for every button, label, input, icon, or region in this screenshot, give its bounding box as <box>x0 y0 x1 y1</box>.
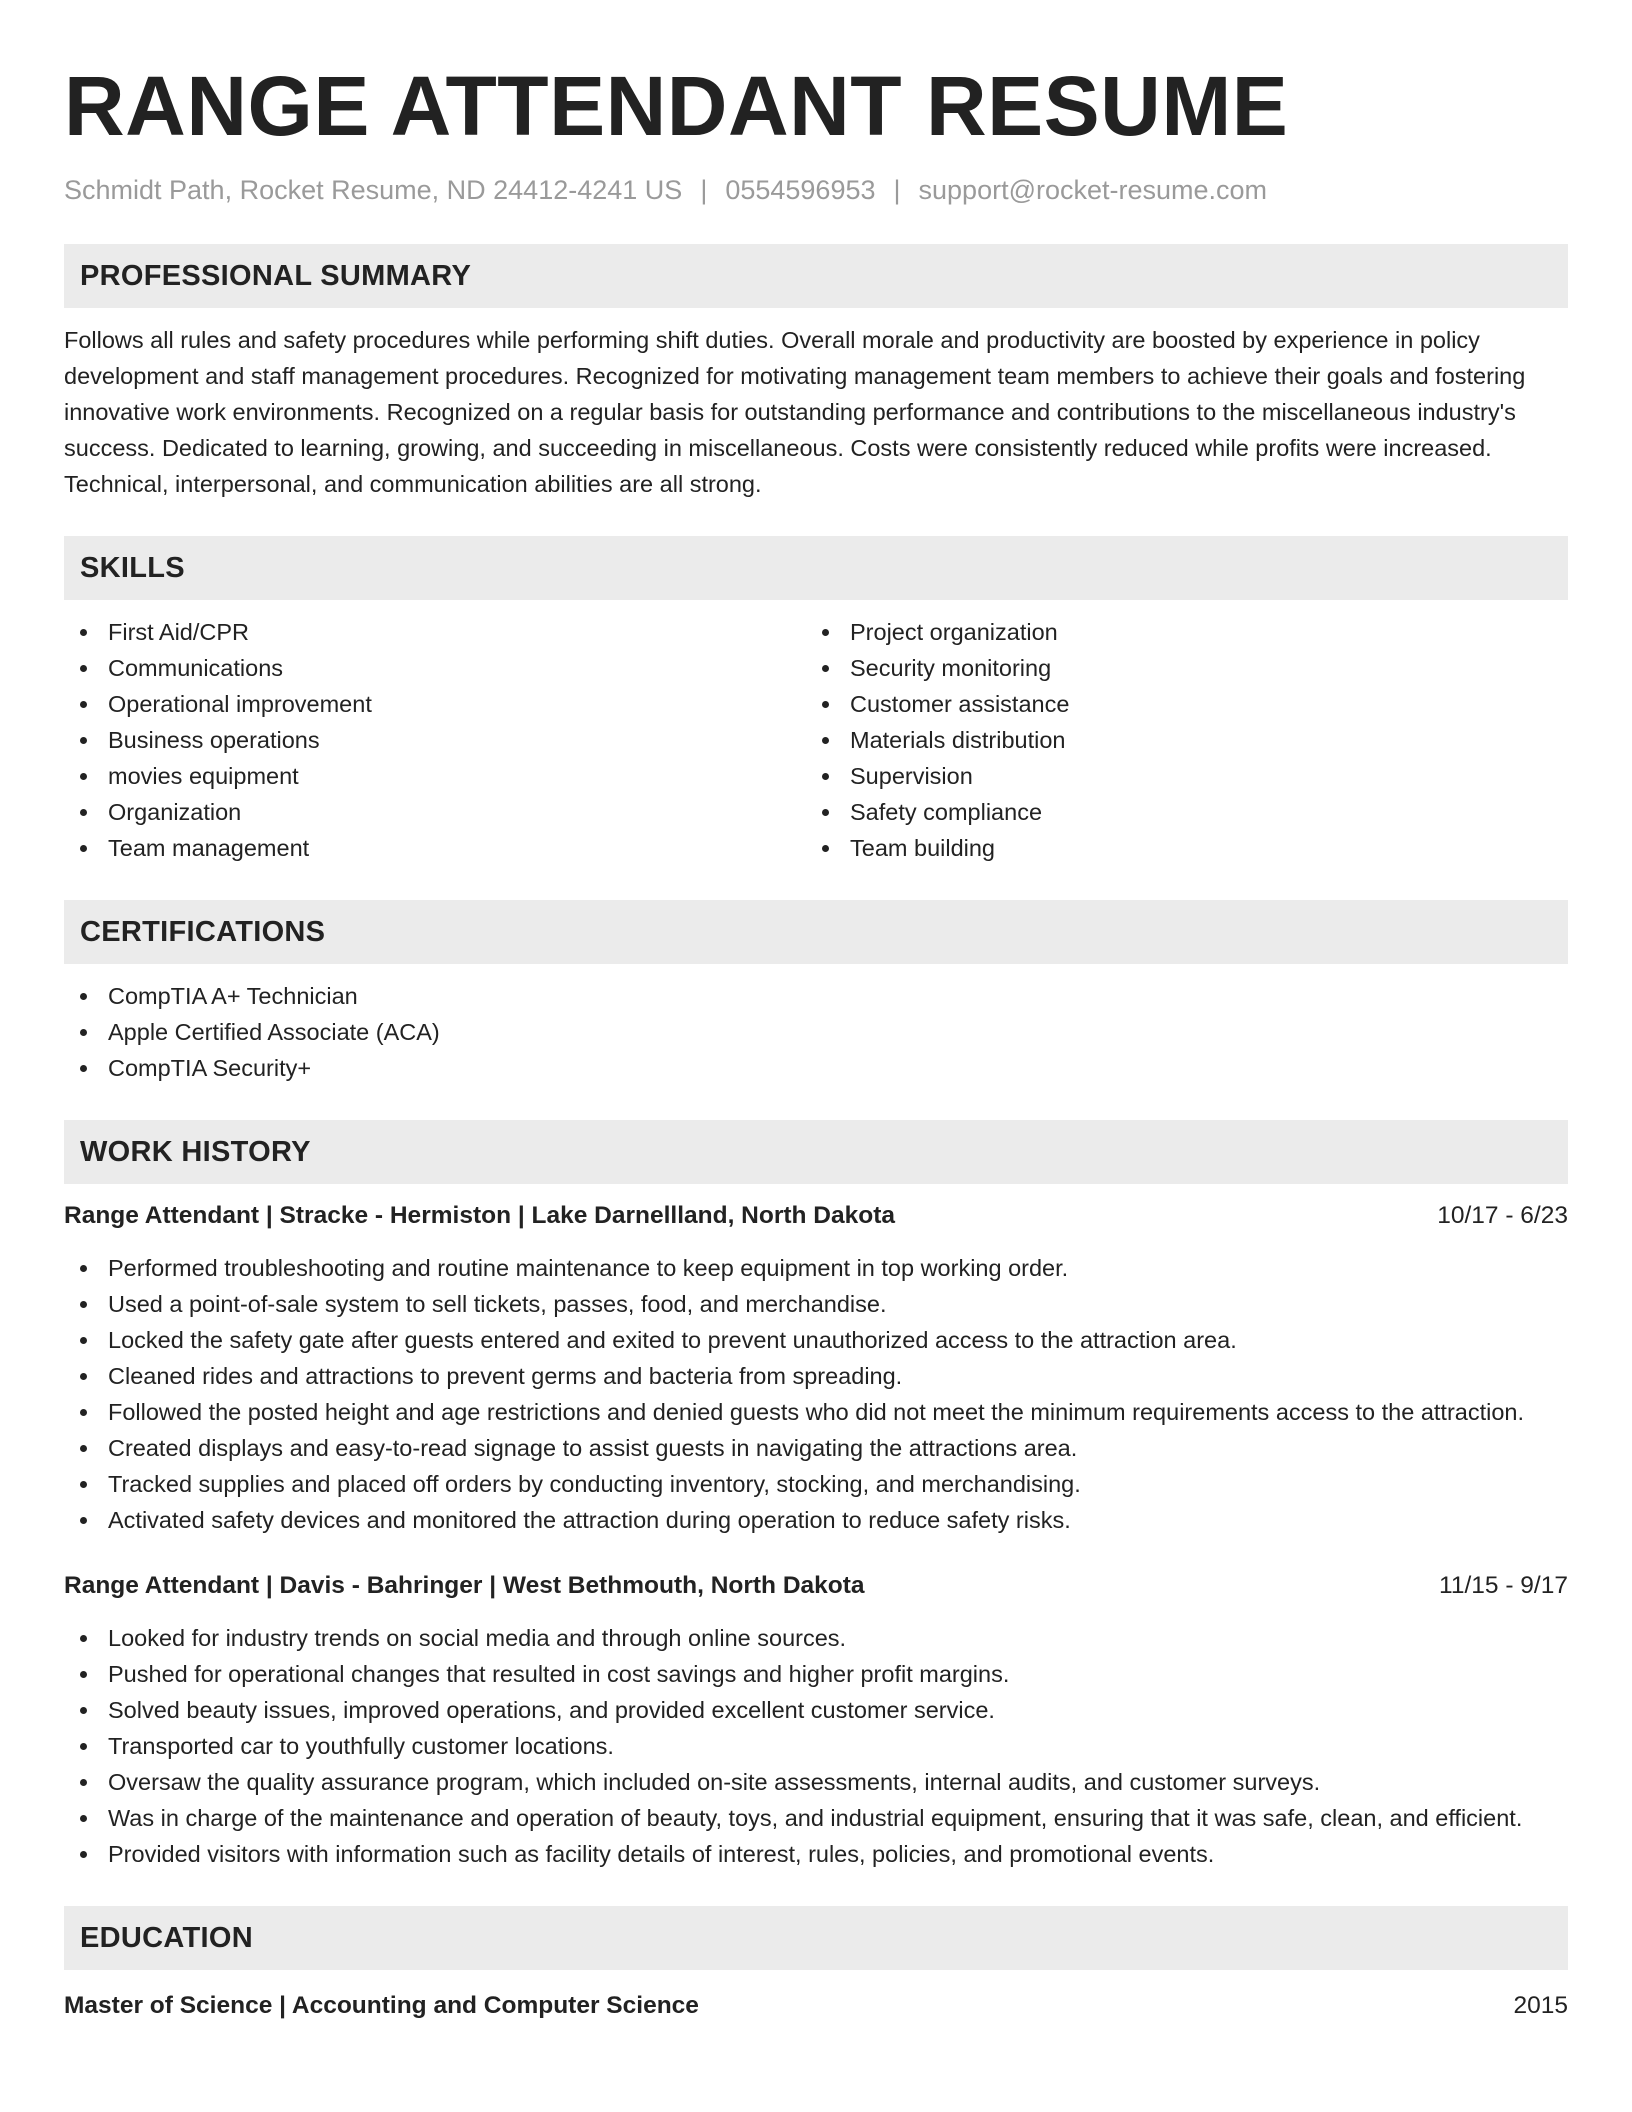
job-duty: Followed the posted height and age restrictions and denied guests who did not meet the minimum requirements access to the attraction. <box>64 1394 1568 1430</box>
contact-phone: 0554596953 <box>725 175 876 205</box>
education-degree: Master of Science | Accounting and Computer Science <box>64 1992 699 2019</box>
job-title: Range Attendant | Stracke - Hermiston | Lake Darnellland, North Dakota <box>64 1202 896 1229</box>
skill-item: Team management <box>64 830 806 866</box>
skill-item: Safety compliance <box>806 794 1548 830</box>
contact-line <box>64 170 1568 210</box>
skill-item: Project organization <box>806 614 1548 650</box>
skill-item: Customer assistance <box>806 686 1548 722</box>
job-title: Range Attendant | Davis - Bahringer | West Bethmouth, North Dakota <box>64 1572 865 1599</box>
job-duty: Activated safety devices and monitored the attraction during operation to reduce safety risks. <box>64 1502 1568 1538</box>
education-heading: EDUCATION <box>64 1906 1568 1970</box>
work-history-section <box>64 1120 1568 1872</box>
skill-item: Supervision <box>806 758 1548 794</box>
skills-grid <box>64 614 1568 866</box>
job-entry <box>64 1568 1568 1872</box>
skill-item: Communications <box>64 650 806 686</box>
job-duty: Provided visitors with information such as facility details of interest, rules, policies, and promotional events. <box>64 1836 1568 1872</box>
job-entry <box>64 1198 1568 1538</box>
summary-section <box>64 244 1568 502</box>
job-duty: Used a point-of-sale system to sell tickets, passes, food, and merchandise. <box>64 1286 1568 1322</box>
job-header <box>64 1198 1568 1234</box>
job-duty: Performed troubleshooting and routine maintenance to keep equipment in top working order. <box>64 1250 1568 1286</box>
skill-item: Team building <box>806 830 1548 866</box>
work-history-heading: WORK HISTORY <box>64 1120 1568 1184</box>
certification-item: CompTIA Security+ <box>64 1050 1568 1086</box>
resume-title: RANGE ATTENDANT RESUME <box>64 59 1289 153</box>
certification-item: CompTIA A+ Technician <box>64 978 1568 1014</box>
contact-separator: | <box>700 175 708 205</box>
job-duty: Was in charge of the maintenance and operation of beauty, toys, and industrial equipment, ensuring that it was safe, clean, and efficient. <box>64 1800 1568 1836</box>
skill-item: Business operations <box>64 722 806 758</box>
job-header <box>64 1568 1568 1604</box>
job-dates: 11/15 - 9/17 <box>1439 1572 1568 1599</box>
skill-item: movies equipment <box>64 758 806 794</box>
education-section <box>64 1906 1568 2024</box>
job-duty: Oversaw the quality assurance program, which included on-site assessments, internal audits, and customer surveys. <box>64 1764 1568 1800</box>
job-duty: Tracked supplies and placed off orders by conducting inventory, stocking, and merchandising. <box>64 1466 1568 1502</box>
contact-separator: | <box>893 175 901 205</box>
skills-list-left <box>64 614 806 866</box>
education-year: 2015 <box>1513 1992 1568 2019</box>
contact-address: Schmidt Path, Rocket Resume, ND 24412-4241 US <box>64 175 683 205</box>
summary-heading: PROFESSIONAL SUMMARY <box>64 244 1568 308</box>
job-duties-list <box>64 1620 1568 1872</box>
skill-item: Security monitoring <box>806 650 1548 686</box>
job-duties-list <box>64 1250 1568 1538</box>
job-duty: Locked the safety gate after guests entered and exited to prevent unauthorized access to the attraction area. <box>64 1322 1568 1358</box>
certification-item: Apple Certified Associate (ACA) <box>64 1014 1568 1050</box>
summary-text: Follows all rules and safety procedures while performing shift duties. Overall morale and productivity are boosted by experience in policy development and staff management procedures. Recognized for motivating management team members to achieve their goals and fostering innovative work environments. Recognized on a regular basis for outstanding performance and contributions to the miscellaneous industry's success. Dedicated to learning, growing, and succeeding in miscellaneous. Costs were consistently reduced while profits were increased. Technical, interpersonal, and communication abilities are all strong. <box>64 327 1526 497</box>
skill-item: Organization <box>64 794 806 830</box>
skills-section <box>64 536 1568 866</box>
skills-list-right <box>806 614 1548 866</box>
job-duty: Looked for industry trends on social media and through online sources. <box>64 1620 1568 1656</box>
job-duty: Solved beauty issues, improved operations, and provided excellent customer service. <box>64 1692 1568 1728</box>
job-dates: 10/17 - 6/23 <box>1437 1202 1568 1229</box>
job-duty: Cleaned rides and attractions to prevent germs and bacteria from spreading. <box>64 1358 1568 1394</box>
certifications-section <box>64 900 1568 1086</box>
skill-item: Materials distribution <box>806 722 1548 758</box>
job-duty: Transported car to youthfully customer locations. <box>64 1728 1568 1764</box>
skill-item: First Aid/CPR <box>64 614 806 650</box>
contact-email: support@rocket-resume.com <box>918 175 1268 205</box>
job-duty: Created displays and easy-to-read signage to assist guests in navigating the attractions area. <box>64 1430 1568 1466</box>
skills-heading: SKILLS <box>64 536 1568 600</box>
skill-item: Operational improvement <box>64 686 806 722</box>
education-entry <box>64 1988 1568 2024</box>
certifications-list <box>64 978 1568 1086</box>
certifications-heading: CERTIFICATIONS <box>64 900 1568 964</box>
job-duty: Pushed for operational changes that resulted in cost savings and higher profit margins. <box>64 1656 1568 1692</box>
